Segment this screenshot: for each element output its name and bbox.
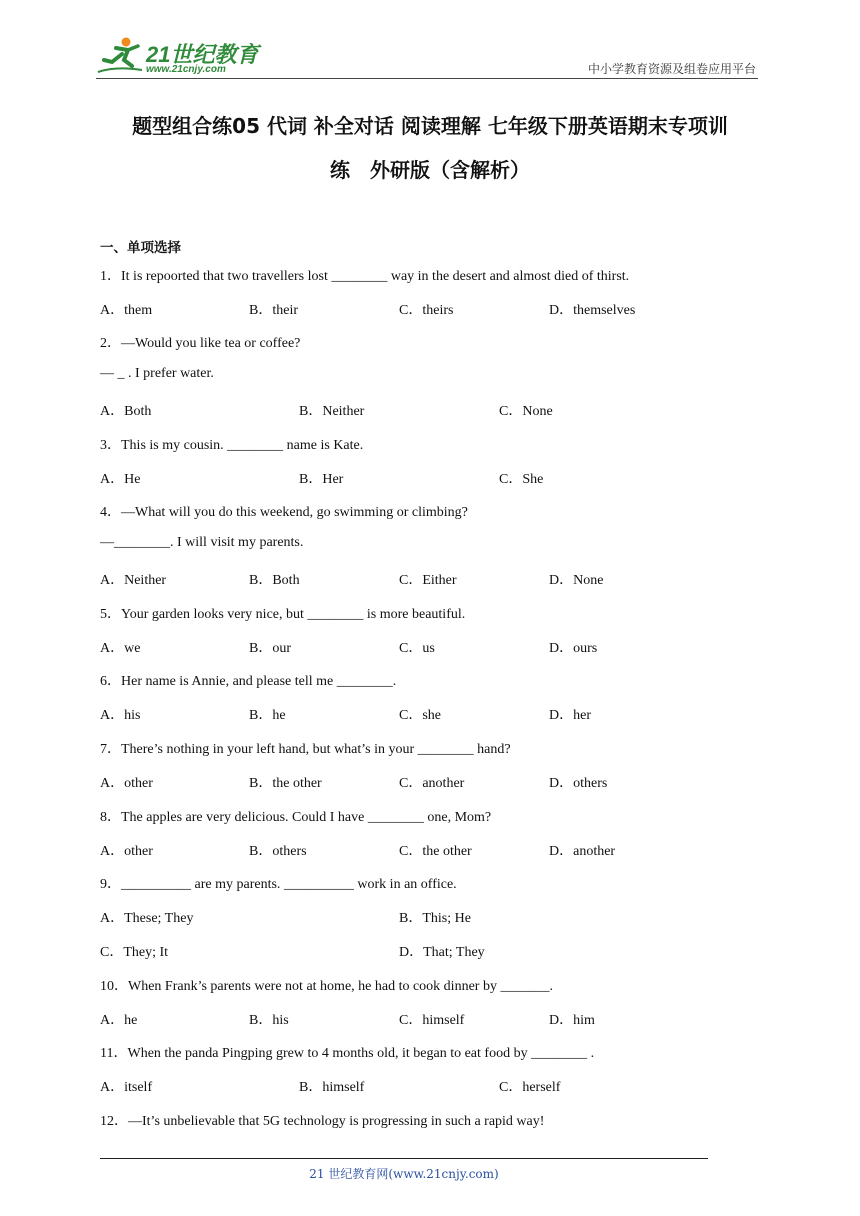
option[interactable]: A．he: [100, 1013, 138, 1028]
option[interactable]: B．our: [249, 641, 291, 656]
option[interactable]: B．he: [249, 708, 286, 723]
logo: [96, 34, 266, 78]
option[interactable]: B．This; He: [399, 911, 471, 926]
question-3: 3．This is my cousin. ________ name is Kate.: [100, 438, 364, 453]
option[interactable]: D．None: [549, 573, 604, 588]
question-2-reply: — _ . I prefer water.: [100, 366, 214, 381]
question-7: 7．There’s nothing in your left hand, but what’s in your ________ hand?: [100, 742, 511, 757]
option[interactable]: C．theirs: [399, 303, 454, 318]
option[interactable]: A．other: [100, 776, 153, 791]
option[interactable]: A．Both: [100, 404, 152, 419]
question-4-reply: —________. I will visit my parents.: [100, 535, 304, 550]
option[interactable]: B．their: [249, 303, 298, 318]
option[interactable]: C．They; It: [100, 945, 169, 960]
option[interactable]: D．another: [549, 844, 616, 859]
option[interactable]: B．himself: [299, 1080, 365, 1095]
option[interactable]: C．Either: [399, 573, 457, 588]
option[interactable]: C．herself: [499, 1080, 561, 1095]
option[interactable]: B．Her: [299, 472, 344, 487]
option[interactable]: A．These; They: [100, 911, 194, 926]
question-8: 8．The apples are very delicious. Could I have ________ one, Mom?: [100, 810, 492, 825]
question-11: 11．When the panda Pingping grew to 4 months old, it began to eat food by ________ .: [100, 1046, 595, 1061]
option[interactable]: C．the other: [399, 844, 472, 859]
option[interactable]: A．He: [100, 472, 141, 487]
platform-name: 中小学教育资源及组卷应用平台: [587, 62, 756, 76]
option[interactable]: D．her: [549, 708, 591, 723]
question-6: 6．Her name is Annie, and please tell me ________.: [100, 674, 397, 689]
option[interactable]: C．she: [399, 708, 441, 723]
option[interactable]: A．them: [100, 303, 153, 318]
option[interactable]: B．the other: [249, 776, 322, 791]
question-5: 5．Your garden looks very nice, but ________ is more beautiful.: [100, 607, 466, 622]
option[interactable]: C．himself: [399, 1013, 465, 1028]
page-header: [96, 34, 758, 79]
option[interactable]: A．we: [100, 641, 141, 656]
question-1: 1．It is repoorted that two travellers lost ________ way in the desert and almost died of thirst.: [100, 269, 630, 284]
option[interactable]: C．us: [399, 641, 435, 656]
question-9: 9．__________ are my parents. __________ work in an office.: [100, 877, 457, 892]
option[interactable]: A．itself: [100, 1080, 153, 1095]
option[interactable]: A．Neither: [100, 573, 167, 588]
option[interactable]: D．ours: [549, 641, 598, 656]
runner-logo-icon: [96, 36, 144, 76]
page-footer[interactable]: 21 世纪教育网(www.21cnjy.com): [309, 1167, 499, 1181]
option[interactable]: B．Both: [249, 573, 300, 588]
option[interactable]: C．another: [399, 776, 465, 791]
question-12: 12．—It’s unbelievable that 5G technology is progressing in such a rapid way!: [100, 1114, 545, 1129]
option[interactable]: C．She: [499, 472, 544, 487]
question-4: 4．—What will you do this weekend, go swimming or climbing?: [100, 505, 468, 520]
option[interactable]: A．his: [100, 708, 141, 723]
option[interactable]: D．themselves: [549, 303, 636, 318]
footer-divider: [100, 1158, 708, 1159]
page-title-line1: 题型组合练05 代词 补全对话 阅读理解 七年级下册英语期末专项训: [132, 114, 728, 138]
option[interactable]: C．None: [499, 404, 553, 419]
page-title-line2: 练 外研版（含解析）: [330, 158, 530, 182]
question-2: 2．—Would you like tea or coffee?: [100, 336, 301, 351]
option[interactable]: D．others: [549, 776, 608, 791]
logo-url: www.21cnjy.com: [146, 64, 226, 75]
option[interactable]: D．That; They: [399, 945, 485, 960]
question-10: 10．When Frank’s parents were not at home, he had to cook dinner by _______.: [100, 979, 553, 994]
option[interactable]: B．Neither: [299, 404, 365, 419]
section-heading: 一、单项选择: [100, 240, 181, 256]
option[interactable]: D．him: [549, 1013, 595, 1028]
option[interactable]: A．other: [100, 844, 153, 859]
option[interactable]: B．others: [249, 844, 307, 859]
option[interactable]: B．his: [249, 1013, 289, 1028]
logo-text: 21世纪教育: [146, 42, 259, 67]
